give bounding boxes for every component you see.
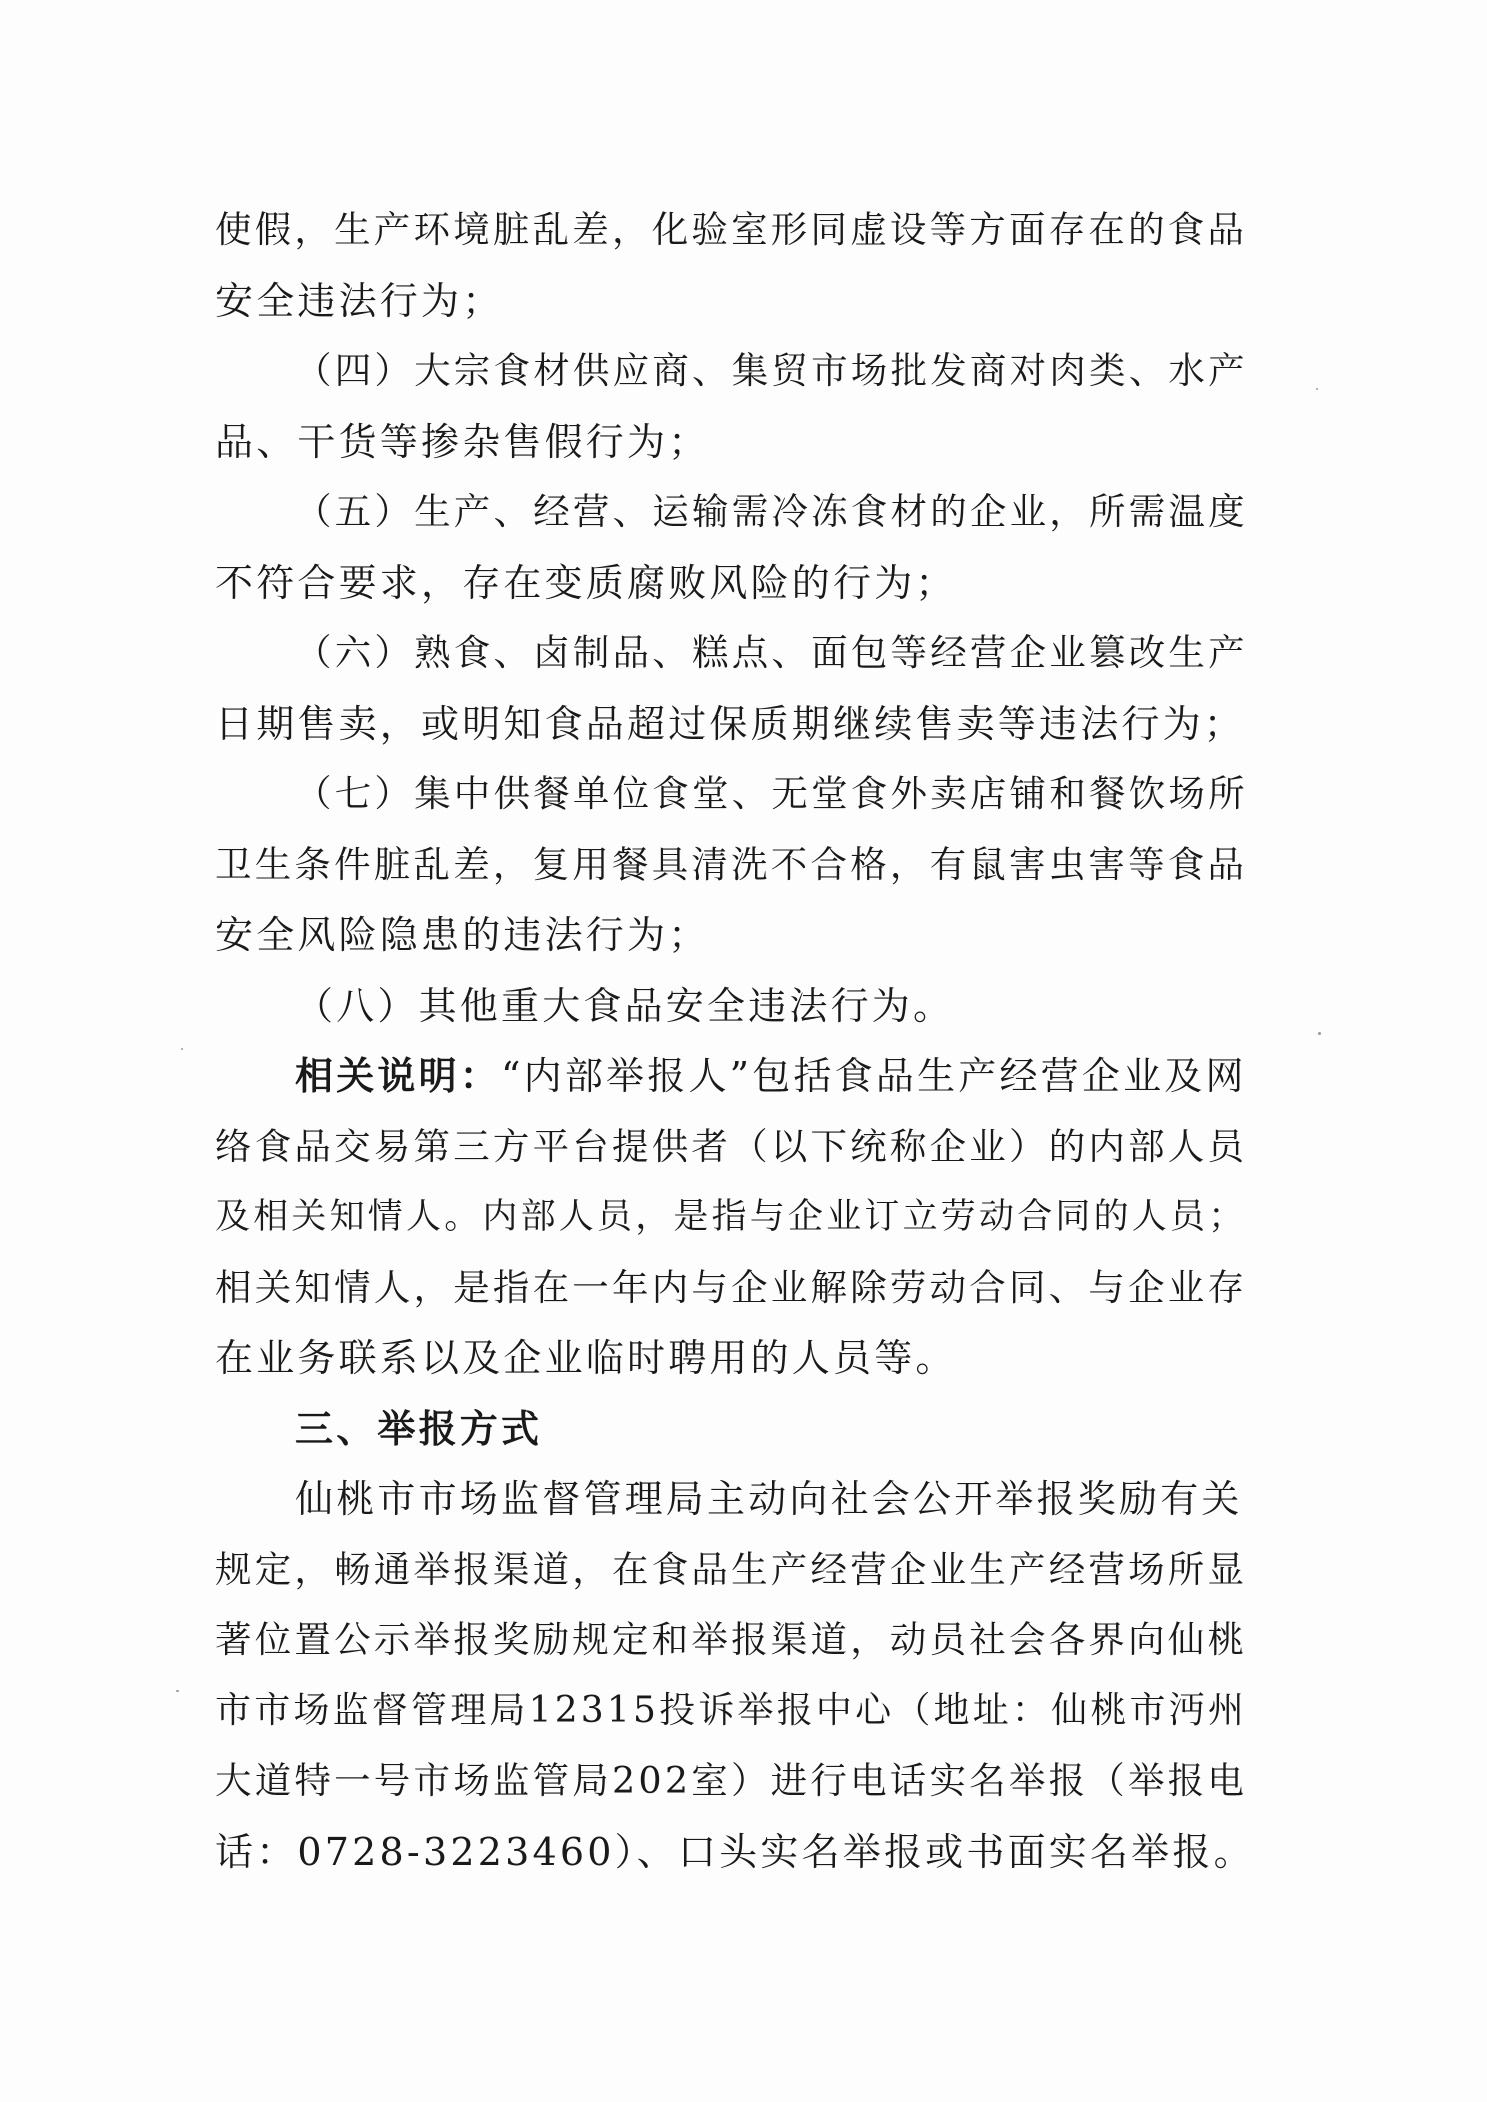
section-line: 规定，畅通举报渠道，在食品生产经营企业生产经营场所显 <box>215 1547 1248 1591</box>
text-line: 使假，生产环境脏乱差，化验室形同虚设等方面存在的食品 <box>215 208 1248 251</box>
note-line: 及相关知情人。内部人员，是指与企业订立劳动合同的人员； <box>215 1197 1247 1237</box>
scan-speck <box>181 1048 183 1050</box>
section-heading: 三、举报方式 <box>295 1406 543 1451</box>
note-line: 相关知情人，是指在一年内与企业解除劳动合同、与企业存 <box>215 1265 1248 1309</box>
text-line: 卫生条件脏乱差，复用餐具清洗不合格，有鼠害虫害等食品 <box>215 842 1248 886</box>
list-item-5: （五）生产、经营、运输需冷冻食材的企业，所需温度 <box>295 490 1248 533</box>
section-line: 著位置公示举报奖励规定和举报渠道，动员社会各界向仙桃 <box>215 1618 1248 1661</box>
note-text: “内部举报人”包括食品生产经营企业及网 <box>501 1054 1247 1098</box>
note-line: 络食品交易第三方平台提供者（以下统称企业）的内部人员 <box>215 1124 1248 1168</box>
section-line: 市市场监督管理局12315投诉举报中心（地址：仙桃市沔州 <box>215 1689 1248 1731</box>
list-item-7: （七）集中供餐单位食堂、无堂食外卖店铺和餐饮场所 <box>295 772 1248 815</box>
list-item-8: （八）其他重大食品安全违法行为。 <box>295 983 955 1028</box>
list-item-4: （四）大宗食材供应商、集贸市场批发商对肉类、水产 <box>295 349 1248 392</box>
scan-speck <box>176 1690 179 1692</box>
note-first-line <box>215 1041 1255 1112</box>
note-line: 在业务联系以及企业临时聘用的人员等。 <box>215 1336 957 1380</box>
list-item-6: （六）熟食、卤制品、糕点、面包等经营企业篡改生产 <box>295 631 1248 674</box>
section-line: 仙桃市市场监督管理局主动向社会公开举报奖励有关 <box>295 1477 1243 1521</box>
document-body <box>215 195 1255 1887</box>
section-line: 话：0728-3223460）、口头实名举报或书面实名举报。 <box>215 1829 1255 1874</box>
text-line: 安全风险隐患的违法行为； <box>215 913 710 957</box>
text-line: 安全违法行为； <box>215 278 504 323</box>
section-line: 大道特一号市场监管局202室）进行电话实名举报（举报电 <box>215 1759 1248 1802</box>
text-line: 不符合要求，存在变质腐败风险的行为； <box>215 560 957 605</box>
scan-speck <box>1316 388 1318 390</box>
note-label: 相关说明： <box>295 1054 502 1098</box>
scan-speck <box>1318 1032 1321 1035</box>
text-line: 品、干货等掺杂售假行为； <box>215 419 710 464</box>
text-line: 日期售卖，或明知食品超过保质期继续售卖等违法行为； <box>215 701 1246 746</box>
